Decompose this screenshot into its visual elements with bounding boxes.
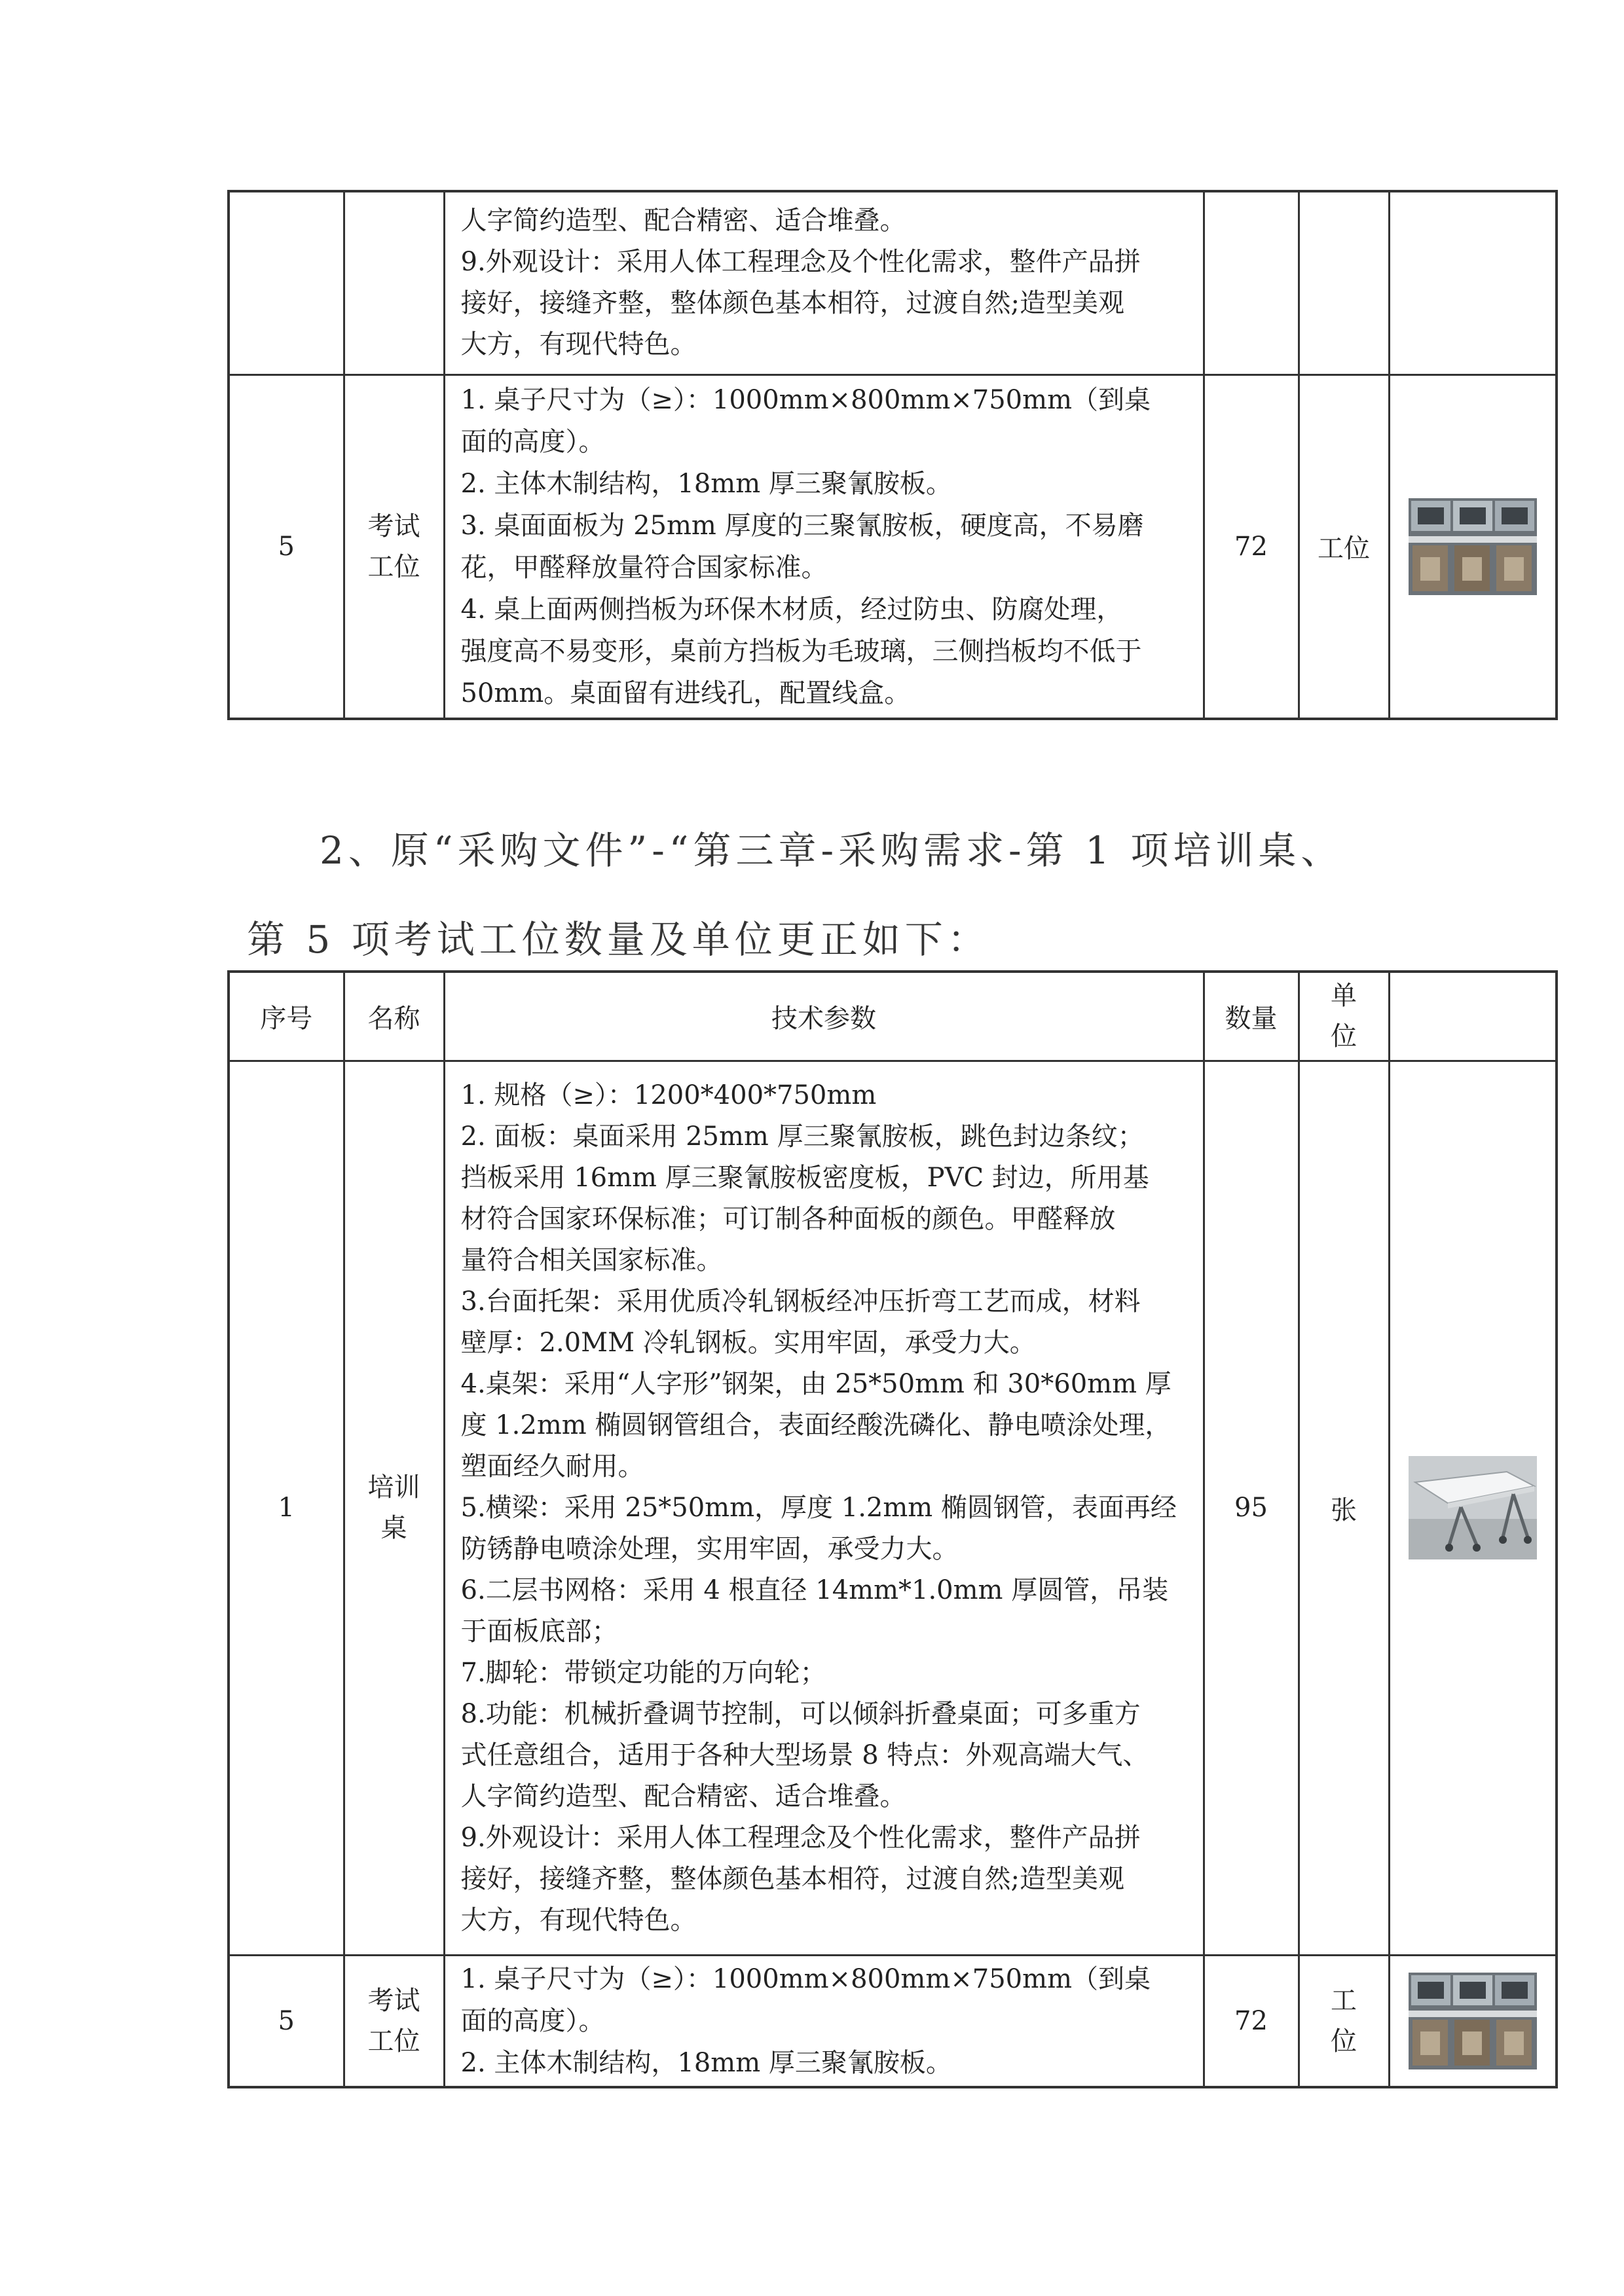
spec-line: 防锈静电喷涂处理，实用牢固，承受力大。 xyxy=(460,1533,959,1564)
cell-image xyxy=(1389,1955,1557,2087)
spec-line: 材符合国家环保标准；可订制各种面板的颜色。甲醛释放 xyxy=(460,1203,1116,1234)
spec-line: 1. 桌子尺寸为（≥）：1000mm×800mm×750mm（到桌 xyxy=(460,384,1151,415)
name-line: 桌 xyxy=(380,1513,407,1543)
cell-name xyxy=(344,1955,444,2087)
spec-table-continued xyxy=(227,190,1558,720)
table-row xyxy=(229,1061,1557,1955)
spec-line: 大方，有现代特色。 xyxy=(460,1904,697,1935)
spec-table-corrected xyxy=(227,970,1558,2088)
cell-name xyxy=(344,1061,444,1955)
cell-unit xyxy=(1299,1955,1389,2087)
cell-spec xyxy=(444,374,1204,719)
spec-line: 2. 面板：桌面采用 25mm 厚三聚氰胺板，跳色封边条纹； xyxy=(460,1121,1144,1152)
spec-line: 9.外观设计：采用人体工程理念及个性化需求，整件产品拼 xyxy=(460,1822,1141,1853)
spec-line: 人字简约造型、配合精密、适合堆叠。 xyxy=(460,1781,906,1812)
spec-line: 1. 桌子尺寸为（≥）：1000mm×800mm×750mm（到桌 xyxy=(460,1963,1151,1994)
spec-line: 2. 主体木制结构，18mm 厚三聚氰胺板。 xyxy=(460,2047,952,2078)
spec-line: 强度高不易变形，桌前方挡板为毛玻璃，三侧挡板均不低于 xyxy=(460,636,1142,666)
cell-spec xyxy=(444,191,1204,374)
cell-qty: 72 xyxy=(1204,374,1299,719)
spec-line: 4. 桌上面两侧挡板为环保木材质，经过防虫、防腐处理， xyxy=(460,594,1123,625)
cell-qty: 95 xyxy=(1204,1061,1299,1955)
spec-line: 度 1.2mm 椭圆钢管组合，表面经酸洗磷化、静电喷涂处理， xyxy=(460,1410,1172,1440)
cell-qty: 72 xyxy=(1204,1955,1299,2087)
cell-spec xyxy=(444,1061,1204,1955)
cell-no: 5 xyxy=(229,1955,344,2087)
spec-line: 人字简约造型、配合精密、适合堆叠。 xyxy=(460,206,906,236)
header-qty: 数量 xyxy=(1204,972,1299,1061)
training-table-photo xyxy=(1409,1456,1537,1559)
cell-no: 1 xyxy=(229,1061,344,1955)
header-unit-line: 单 xyxy=(1331,981,1357,1011)
spec-line: 7.脚轮：带锁定功能的万向轮； xyxy=(460,1657,826,1688)
table-row xyxy=(229,374,1557,719)
cell-unit: 张 xyxy=(1299,1061,1389,1955)
header-no: 序号 xyxy=(229,972,344,1061)
cell-name xyxy=(344,374,444,719)
cell-image xyxy=(1389,374,1557,719)
spec-line: 3. 桌面面板为 25mm 厚度的三聚氰胺板，硬度高，不易磨 xyxy=(460,510,1144,541)
paragraph-line-2: 第 5 项考试工位数量及单位更正如下： xyxy=(247,917,990,962)
cell-name xyxy=(344,191,444,374)
unit-line: 工 xyxy=(1331,1985,1357,2016)
cell-qty xyxy=(1204,191,1299,374)
spec-line: 5.横梁：采用 25*50mm，厚度 1.2mm 椭圆钢管，表面再经 xyxy=(460,1492,1177,1523)
spec-line: 8.功能：机械折叠调节控制，可以倾斜折叠桌面；可多重方 xyxy=(460,1698,1141,1729)
spec-line: 壁厚：2.0MM 冷轧钢板。实用牢固，承受力大。 xyxy=(460,1327,1036,1358)
spec-line: 大方，有现代特色。 xyxy=(460,329,697,360)
header-name: 名称 xyxy=(344,972,444,1061)
paragraph-line-1: 2、原“采购文件”-“第三章-采购需求-第 1 项培训桌、 xyxy=(320,828,1344,873)
header-unit xyxy=(1299,972,1389,1061)
spec-line: 6.二层书网格：采用 4 根直径 14mm*1.0mm 厚圆管，吊装 xyxy=(460,1575,1169,1605)
table-header-row xyxy=(229,972,1557,1061)
header-spec: 技术参数 xyxy=(444,972,1204,1061)
spec-line: 2. 主体木制结构，18mm 厚三聚氰胺板。 xyxy=(460,468,952,499)
spec-line: 3.台面托架：采用优质冷轧钢板经冲压折弯工艺而成，材料 xyxy=(460,1286,1141,1317)
spec-line: 于面板底部； xyxy=(460,1616,618,1647)
spec-line: 面的高度）。 xyxy=(460,426,605,457)
cell-image xyxy=(1389,1061,1557,1955)
header-image xyxy=(1389,972,1557,1061)
cell-spec xyxy=(444,1955,1204,2087)
spec-line: 9.外观设计：采用人体工程理念及个性化需求，整件产品拼 xyxy=(460,247,1141,278)
name-line: 考试 xyxy=(367,511,420,541)
spec-line: 花，甲醛释放量符合国家标准。 xyxy=(460,552,828,583)
header-unit-line: 位 xyxy=(1331,1021,1357,1052)
name-line: 考试 xyxy=(367,1985,420,2016)
spec-line: 接好，接缝齐整，整体颜色基本相符，过渡自然;造型美观 xyxy=(460,288,1124,319)
exam-desk-photo xyxy=(1409,498,1537,595)
cell-unit: 工位 xyxy=(1299,374,1389,719)
spec-line: 接好，接缝齐整，整体颜色基本相符，过渡自然;造型美观 xyxy=(460,1863,1124,1894)
table-row xyxy=(229,191,1557,374)
cell-unit xyxy=(1299,191,1389,374)
cell-no: 5 xyxy=(229,374,344,719)
spec-line: 挡板采用 16mm 厚三聚氰胺板密度板，PVC 封边，所用基 xyxy=(460,1162,1149,1193)
spec-line: 4.桌架：采用“人字形”钢架，由 25*50mm 和 30*60mm 厚 xyxy=(460,1368,1172,1399)
name-line: 工位 xyxy=(367,2026,420,2056)
exam-desk-photo xyxy=(1409,1973,1537,2069)
spec-line: 面的高度）。 xyxy=(460,2005,605,2036)
spec-line: 塑面经久耐用。 xyxy=(460,1451,644,1482)
name-line: 培训 xyxy=(367,1472,420,1503)
spec-line: 50mm。桌面留有进线孔，配置线盒。 xyxy=(460,678,911,708)
cell-image xyxy=(1389,191,1557,374)
spec-line: 量符合相关国家标准。 xyxy=(460,1245,723,1275)
spec-line: 式任意组合，适用于各种大型场景 8 特点：外观高端大气、 xyxy=(460,1740,1149,1770)
spec-line: 1. 规格（≥）：1200*400*750mm xyxy=(460,1080,877,1110)
unit-line: 位 xyxy=(1331,2026,1357,2056)
cell-no xyxy=(229,191,344,374)
table-row xyxy=(229,1955,1557,2087)
name-line: 工位 xyxy=(367,551,420,582)
